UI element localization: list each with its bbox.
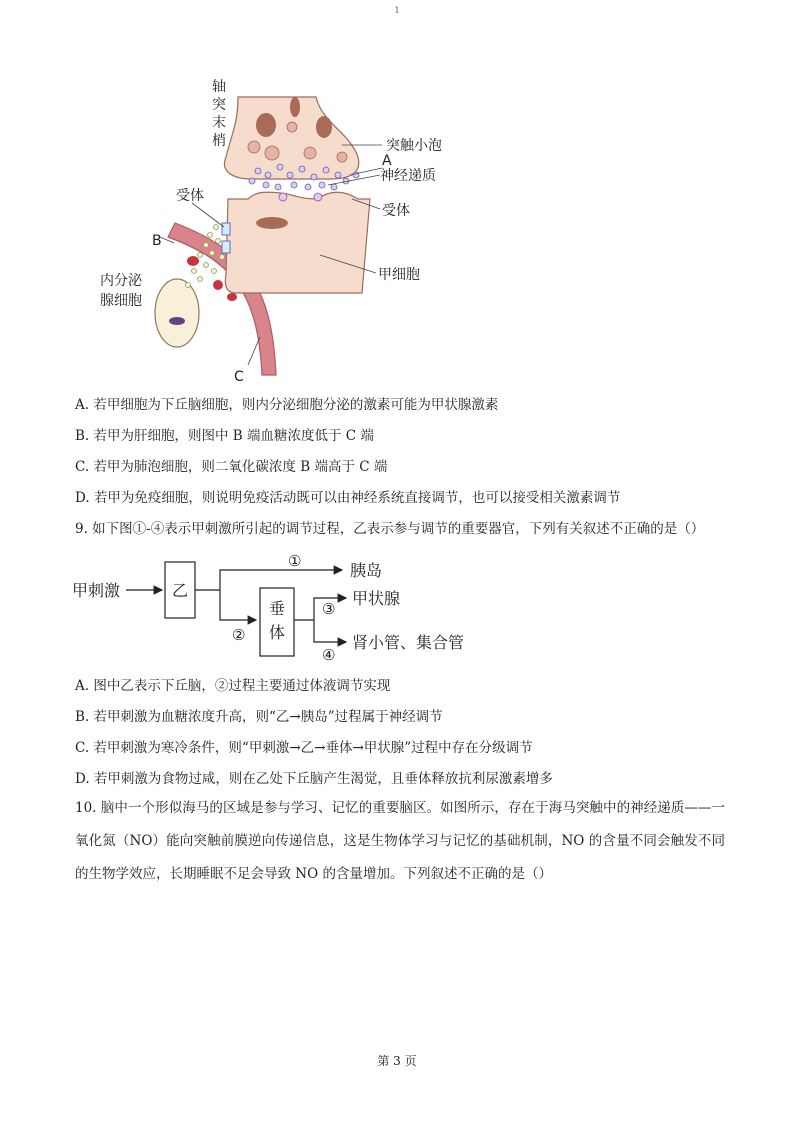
chuiti-label-2: 体 <box>269 623 286 642</box>
label-B: B <box>152 233 162 249</box>
q9-option-d: D. 若甲刺激为食物过咸，则在乙处下丘脑产生渴觉，且垂体释放抗利尿激素增多 <box>75 771 553 787</box>
endocrine-nucleus <box>169 317 185 325</box>
q8-option-a: A. 若甲细胞为下丘脑细胞，则内分泌细胞分泌的激素可能为甲状腺激素 <box>75 397 499 413</box>
endocrine-label-1: 内分泌 <box>100 273 142 289</box>
target-thyroid: 甲状腺 <box>352 589 401 608</box>
endocrine-cell <box>155 279 199 347</box>
q8-option-c: C. 若甲为肺泡细胞，则二氧化碳浓度 B 端高于 C 端 <box>75 459 388 475</box>
target-kidney-tubule: 肾小管、集合管 <box>352 633 465 652</box>
receptor-box-1 <box>222 223 230 235</box>
neurotransmitter-label: 神经递质 <box>380 168 436 184</box>
label-C: C <box>234 369 244 385</box>
organ-yi-label: 乙 <box>172 581 189 600</box>
circle-1: ① <box>288 552 302 570</box>
page-number: 第 3 页 <box>377 1054 417 1068</box>
receptor-right-label: 受体 <box>382 203 410 219</box>
page-marker: 1 <box>394 6 400 15</box>
circle-2: ② <box>232 626 246 644</box>
q10-stem: 10. 脑中一个形似海马的区域是参与学习、记忆的重要脑区。如图所示，存在于海马突触中的神经递质——一氧化氮（NO）能向突触前膜逆向传递信息，这是生物体学习与记忆的基础机制，NO 的含量不同会触发不同的生物学效应，长期睡眠不足会导致 NO 的含量增加。下列叙述不正确的是（） <box>75 800 725 882</box>
q9-option-a: A. 图中乙表示下丘脑，②过程主要通过体液调节实现 <box>75 678 391 694</box>
cell-jia-label: 甲细胞 <box>378 267 420 283</box>
axon-label-3: 末 <box>212 115 226 131</box>
circle-4: ④ <box>322 646 336 664</box>
q8-option-d: D. 若甲为免疫细胞，则说明免疫活动既可以由神经系统直接调节，也可以接受相关激素调节 <box>75 490 621 506</box>
synaptic-vesicle-label: 突触小泡 <box>386 138 442 154</box>
axon-label-2: 突 <box>212 97 226 113</box>
axon-label-4: 梢 <box>212 133 226 149</box>
q9-stem: 9. 如下图①-④表示甲刺激所引起的调节过程，乙表示参与调节的重要器官，下列有关叙述不正确的是（） <box>75 521 705 537</box>
synapse-endocrine-figure <box>80 75 480 385</box>
regulation-flow-diagram <box>70 548 490 668</box>
q9-option-b: B. 若甲刺激为血糖浓度升高，则“乙→胰岛”过程属于神经调节 <box>75 709 443 725</box>
chuiti-label-1: 垂 <box>269 599 286 618</box>
q9-option-c: C. 若甲刺激为寒冷条件，则“甲刺激→乙→垂体→甲状腺”过程中存在分级调节 <box>75 740 533 756</box>
q8-option-b: B. 若甲为肝细胞，则图中 B 端血糖浓度低于 C 端 <box>75 428 374 444</box>
circle-3: ③ <box>322 600 336 618</box>
endocrine-label-2: 腺细胞 <box>100 293 142 309</box>
receptor-box-2 <box>222 241 230 253</box>
cell-jia <box>225 192 370 293</box>
axon-label-1: 轴 <box>212 79 226 95</box>
stimulus-label: 甲刺激 <box>72 581 121 600</box>
label-A: A <box>382 153 392 169</box>
target-pancreas: 胰岛 <box>350 561 383 580</box>
receptor-left-label: 受体 <box>176 188 204 204</box>
